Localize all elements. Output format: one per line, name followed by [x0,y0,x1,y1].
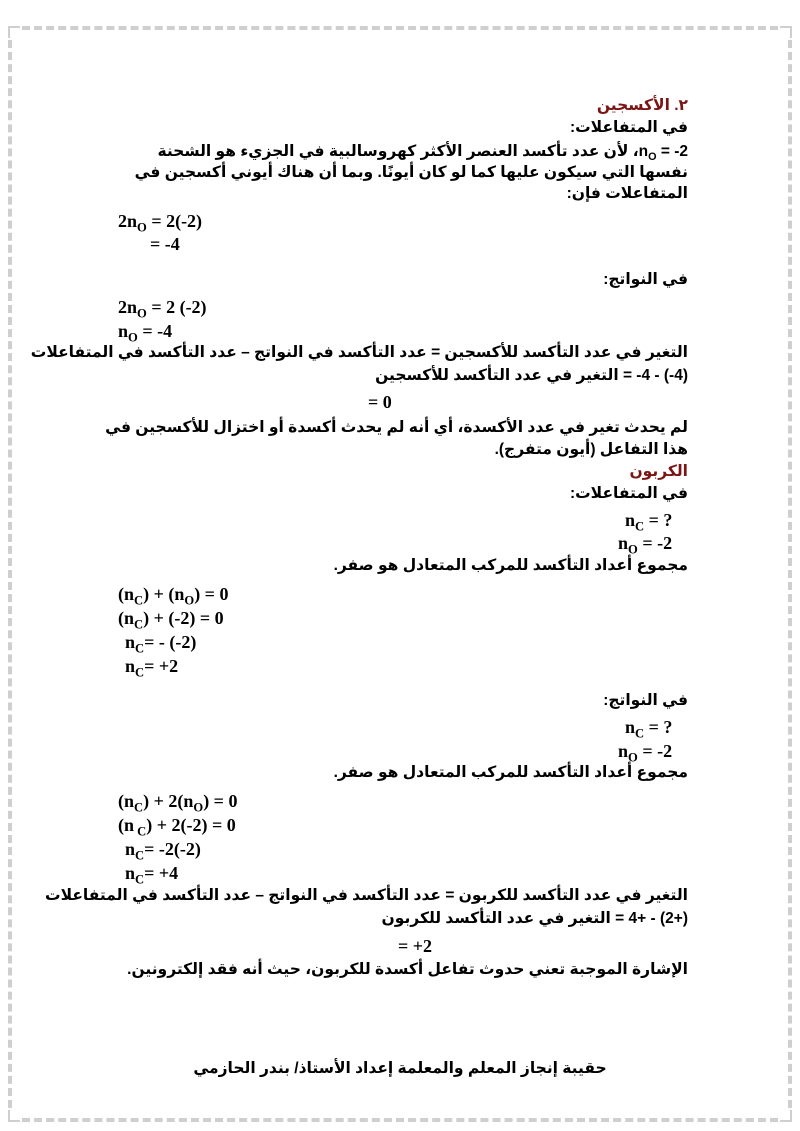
carbon-product-eq: $n_C= +4$ [125,863,179,887]
carbon-product-eq: (n $_C$) + 2(-2) = 0 [118,815,236,839]
carbon-change-formula: التغير في عدد التأكسد للكربون = عدد التأكسد في النواتج – عدد التأكسد في المتفاعلات [45,887,688,904]
carbon-reactant-eq: $n_C= +2$ [125,656,179,680]
carbon-reactant-eq: $(n_C) + (-2) = 0$ [118,608,224,632]
carbon-title: الكربون [629,463,688,480]
oxygen-change-formula: التغير في عدد التأكسد للأكسجين = عدد التأكسد في النواتج – عدد التأكسد في المتفاعلات [30,344,688,361]
page-footer: حقيبة إنجاز المعلم والمعلمة إعداد الأستاذ/ بندر الحازمي [193,1060,607,1077]
carbon-product-given: $n_O = -2$ [618,741,673,765]
oxygen-change-calc: (4-) - 4- = التغير في عدد التأكسد للأكسجين [375,367,688,384]
oxygen-intro-line: $n_O$ = -2، لأن عدد تأكسد العنصر الأكثر كهروسالبية في الجزيء هو الشحنة [157,143,688,164]
carbon-reactant-eq: $n_C= - (-2)$ [125,632,197,656]
oxygen-reactants-heading: في المتفاعلات: [569,119,688,136]
carbon-products-heading: في النواتج: [603,692,688,709]
oxygen-reactant-eq: $2n_O = 2(-2)$ [118,211,203,235]
carbon-product-eq: $(n_C) + 2(n_O) = 0$ [118,791,238,815]
oxygen-intro-line: المتفاعلات فإن: [566,185,688,202]
carbon-reactant-given: $n_O = -2$ [618,533,673,557]
oxygen-intro-line: نفسها التي سيكون عليها كما لو كان أيونًا. وبما أن هناك أيوني أكسجين في [134,164,688,181]
carbon-sum-rule: مجموع أعداد التأكسد للمركب المتعادل هو صفر. [333,764,688,781]
carbon-reactant-eq: $(n_C) + (n_O) = 0$ [118,584,229,608]
oxygen-change-result: = 0 [368,392,392,412]
carbon-reactant-given: $n_C$ = ? [625,510,673,534]
carbon-conclusion: الإشارة الموجبة تعني حدوث تفاعل أكسدة للكربون، حيث أنه فقد إلكترونين. [127,961,688,978]
carbon-product-given: $n_C$ = ? [625,717,673,741]
oxygen-reactant-eq: = -4 [150,234,180,254]
oxygen-conclusion: هذا التفاعل (أيون متفرج). [494,441,688,458]
oxygen-conclusion: لم يحدث تغير في عدد الأكسدة، أي أنه لم يحدث أكسدة أو اختزال للأكسجين في [105,419,688,436]
carbon-change-calc: (+2) - +4 = التغير في عدد التأكسد للكربون [381,910,688,927]
carbon-reactants-heading: في المتفاعلات: [569,485,688,502]
carbon-product-eq: $n_C= -2(-2)$ [125,839,201,863]
carbon-sum-rule: مجموع أعداد التأكسد للمركب المتعادل هو صفر. [333,557,688,574]
oxygen-products-heading: في النواتج: [603,271,688,288]
oxygen-title: ٢. الأكسجين [596,97,688,114]
oxygen-product-eq: $2n_O = 2$ (-2) [118,297,207,321]
oxygen-product-eq: $n_O = -4$ [118,321,173,345]
carbon-change-result: = +2 [398,936,433,956]
